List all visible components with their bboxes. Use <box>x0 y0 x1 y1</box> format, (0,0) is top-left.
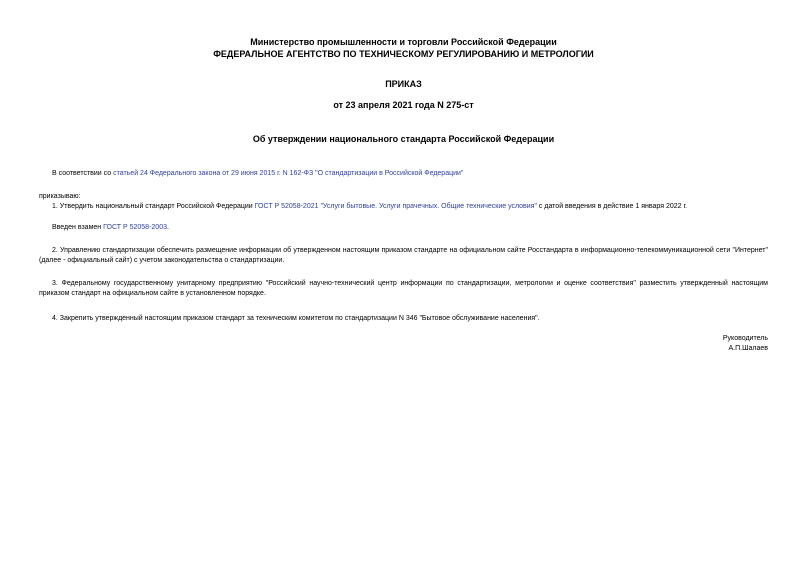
gost-2003-link[interactable]: ГОСТ Р 52058-2003 <box>103 224 167 231</box>
order-date: от 23 апреля 2021 года N 275-ст <box>333 100 474 110</box>
item-1-text: 1. Утвердить национальный стандарт Российской Федерации <box>52 203 255 210</box>
gost-2021-link[interactable]: ГОСТ Р 52058-2021 "Услуги бытовые. Услуги прачечных. Общие технические условия" <box>254 203 537 210</box>
signatory-name: А.П.Шалаев <box>728 345 768 352</box>
order-subject: Об утверждении национального стандарта Российской Федерации <box>252 134 555 144</box>
ministry-name: Министерство промышленности и торговли Российской Федерации <box>250 37 557 47</box>
item-1-paragraph <box>39 202 768 212</box>
intro-paragraph <box>39 169 768 179</box>
item-3-paragraph: 3. Федеральному государственному унитарному предприятию "Российский научно-технический центр информации по стандартизации, метрологии и оценке соответствия" разместить утвержденный настоящим приказом стандарт на официальном сайте в установленном порядке. <box>39 280 768 297</box>
intro-text: В соответствии со <box>52 170 114 177</box>
agency-name: ФЕДЕРАЛЬНОЕ АГЕНТСТВО ПО ТЕХНИЧЕСКОМУ РЕГУЛИРОВАНИЮ И МЕТРОЛОГИИ <box>213 49 594 59</box>
replacement-paragraph <box>39 223 768 233</box>
item-2-paragraph: 2. Управлению стандартизации обеспечить размещение информации об утвержденном настоящим приказом стандарте на официальном сайте Росстандарта в информационно-телекоммуникационной сети "Интернет" (далее - официальный сайт) с учетом законодательства о стандартизации. <box>39 247 768 264</box>
item-1-suffix: с датой введения в действие 1 января 2022 г. <box>536 203 688 210</box>
federal-law-link[interactable]: статьей 24 Федерального закона от 29 июня 2015 г. N 162-ФЗ "О стандартизации в Российской Федерации" <box>113 170 464 177</box>
replacement-suffix: . <box>166 224 169 231</box>
replacement-text: Введен взамен <box>52 224 104 231</box>
item-4-paragraph: 4. Закрепить утвержденный настоящим приказом стандарт за техническим комитетом по стандартизации N 346 "Бытовое обслуживание населения". <box>52 315 540 322</box>
order-title: ПРИКАЗ <box>385 79 422 89</box>
signatory-position: Руководитель <box>722 335 768 342</box>
decree-text: приказываю: <box>39 193 81 200</box>
signature-block <box>723 334 768 354</box>
